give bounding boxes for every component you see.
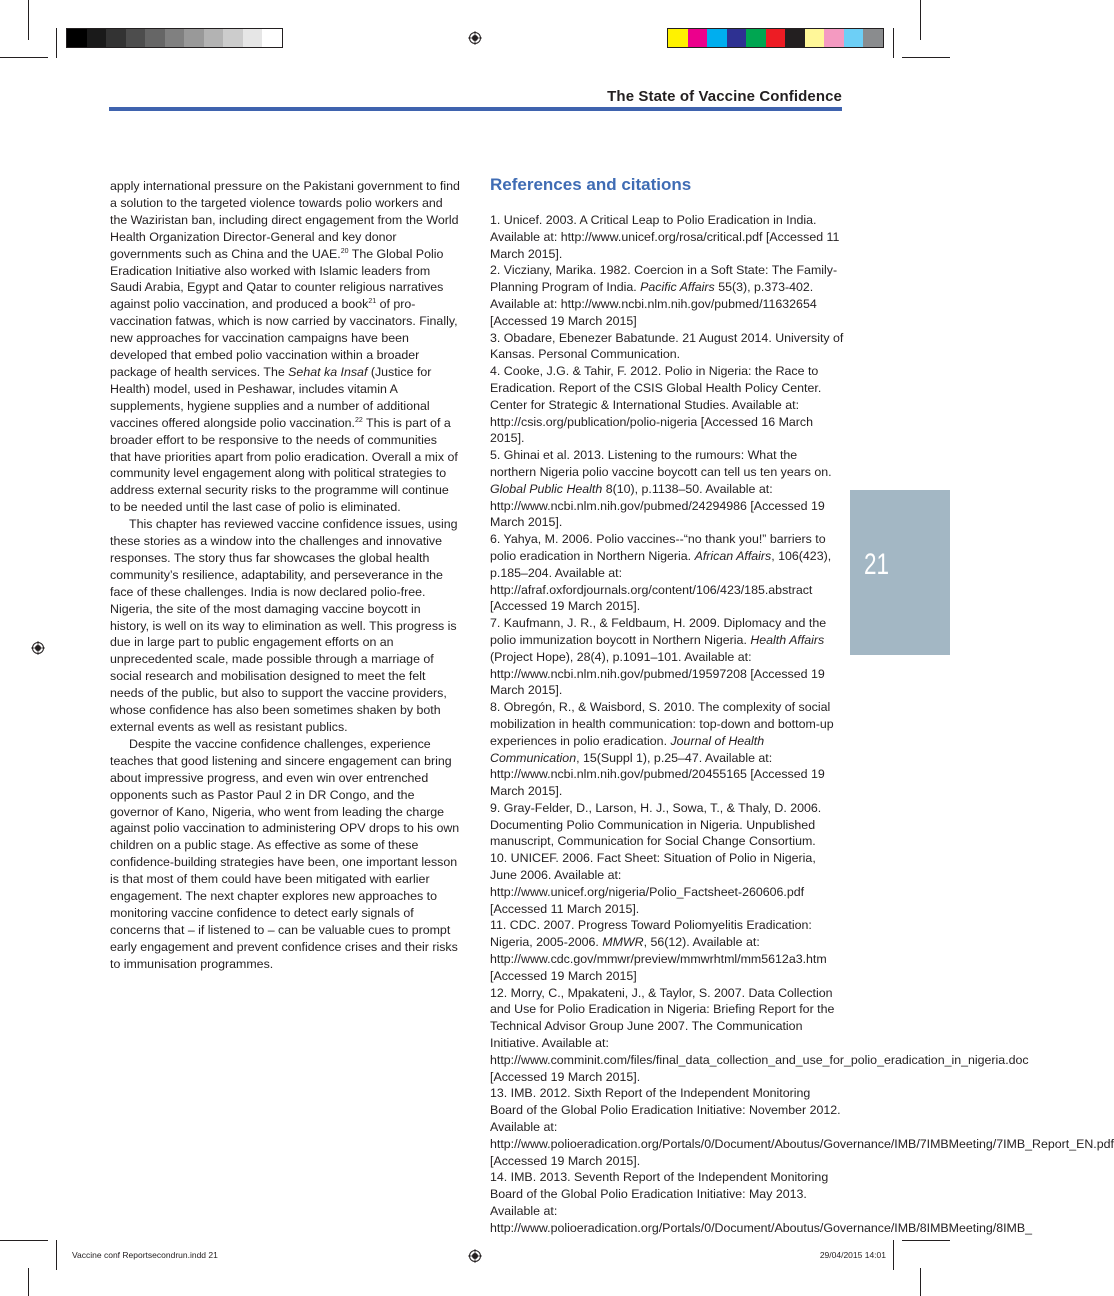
crop-mark [0, 1240, 48, 1241]
color-swatch [766, 29, 786, 47]
reference-item: 12. Morry, C., Mpakateni, J., & Taylor, S. 2007. Data Collection and Use for Polio Eradication in Nigeria: Briefing Report for the Technical Advisor Group June 2007. The Communication Initiative. Available at: http://www.comminit.com/files/final_data_collection_and_use_for_polio_eradication_in_nigeria.doc [Accessed 19 March 2015]. [490, 985, 1029, 1084]
color-swatch [87, 29, 107, 47]
crop-mark [28, 0, 29, 40]
reference-item: 7. Kaufmann, J. R., & Feldbaum, H. 2009. Diplomacy and the polio immunization boycott in Northern Nigeria. Health Affairs (Project Hope), 28(4), p.1091–101. Available at: http://www.ncbi.nlm.nih.gov/pubmed/19597208 [Accessed 19 March 2015]. [490, 616, 827, 698]
slug-filename: Vaccine conf Reportsecondrun.indd 21 [72, 1250, 218, 1260]
color-swatch [262, 29, 282, 47]
color-swatch [844, 29, 864, 47]
color-swatch [67, 29, 87, 47]
reference-item: 8. Obregón, R., & Waisbord, S. 2010. The complexity of social mobilization in health communication: top-down and bottom-up experiences in polio eradication. Journal of Health Communication, 15(Suppl 1), p.25–47. Available at: http://www.ncbi.nlm.nih.gov/pubmed/20455165 [Accessed 19 March 2015]. [490, 700, 834, 799]
running-head: The State of Vaccine Confidence [607, 88, 842, 105]
color-swatch [785, 29, 805, 47]
color-swatch [184, 29, 204, 47]
crop-mark [28, 1268, 29, 1296]
color-swatch [223, 29, 243, 47]
crop-mark [893, 1240, 894, 1270]
color-swatch [863, 29, 883, 47]
crop-mark [920, 1268, 921, 1296]
color-swatch [165, 29, 185, 47]
references-list [490, 212, 1114, 1237]
reference-item: 13. IMB. 2012. Sixth Report of the Independent Monitoring Board of the Global Polio Eradication Initiative: November 2012. Available at: http://www.polioeradication.org/Portals/0/Document/Aboutus/Governance/IMB/7IMBMeeting/7IMB_Report_EN.pdf [Accessed 19 March 2015]. [490, 1086, 1114, 1168]
color-swatch [805, 29, 825, 47]
color-swatch [688, 29, 708, 47]
body-text-column [110, 178, 460, 973]
color-swatch [824, 29, 844, 47]
reference-item: 2. Vicziany, Marika. 1982. Coercion in a Soft State: The Family-Planning Program of India. Pacific Affairs 55(3), p.373-402. Available at: http://www.ncbi.nlm.nih.gov/pubmed/11632654 [Accessed 19 March 2015] [490, 263, 838, 328]
slug-date: 29/04/2015 14:01 [819, 1250, 886, 1260]
color-swatch [145, 29, 165, 47]
crop-mark [56, 1240, 57, 1270]
crop-mark [893, 28, 894, 58]
reference-item: 6. Yahya, M. 2006. Polio vaccines--“no thank you!” barriers to polio eradication in Northern Nigeria. African Affairs, 106(423), p.185–204. Available at: http://afraf.oxfordjournals.org/content/106/423/185.abstract [Accessed 19 March 2015]. [490, 532, 832, 614]
reference-item: 5. Ghinai et al. 2013. Listening to the rumours: What the northern Nigeria polio vaccine boycott can tell us ten years on. Global Public Health 8(10), p.1138–50. Available at: http://www.ncbi.nlm.nih.gov/pubmed/24294986 [Accessed 19 March 2015]. [490, 448, 832, 530]
color-swatch [746, 29, 766, 47]
reference-item: 9. Gray-Felder, D., Larson, H. J., Sowa, T., & Thaly, D. 2006. Documenting Polio Communication in Nigeria. Unpublished manuscript, Communication for Social Change Consortium. [490, 800, 822, 849]
reference-item: 11. CDC. 2007. Progress Toward Poliomyelitis Eradication: Nigeria, 2005-2006. MMWR, 56(12). Available at: http://www.cdc.gov/mmwr/preview/mmwrhtml/mm5612a3.htm [Accessed 19 March 2015] [490, 918, 827, 983]
crop-mark [0, 57, 48, 58]
header-rule [109, 107, 842, 111]
reference-item: 3. Obadare, Ebenezer Babatunde. 21 August 2014. University of Kansas. Personal Communication. [490, 330, 844, 362]
reference-item: 10. UNICEF. 2006. Fact Sheet: Situation of Polio in Nigeria, June 2006. Available at: http://www.unicef.org/nigeria/Polio_Factsheet-260606.pdf [Accessed 11 March 2015]. [490, 851, 816, 916]
color-swatch [106, 29, 126, 47]
reference-item: 14. IMB. 2013. Seventh Report of the Independent Monitoring Board of the Global Polio Eradication Initiative: May 2013. Available at: http://www.polioeradication.org/Portals/0/Document/Aboutus/Governance/IMB/8IMBMeeting/8IMB_ [490, 1170, 1033, 1235]
body-paragraph: This chapter has reviewed vaccine confidence issues, using these stories as a window into the challenges and innovative responses. The story thus far showcases the global health community’s resilience, adaptability, and perseverance in the face of these challenges. India is now declared polio-free. Nigeria, the site of the most damaging vaccine boycott in history, is well on its way to elimination as well. This progress is due in large part to public engagement efforts on an unprecedented scale, made possible through a marriage of social research and mobilisation designed to meet the felt needs of the public, but also to support the vaccine providers, whose confidence has also been sometimes shaken by both external events as well as resistant publics. [110, 517, 458, 734]
crop-mark [56, 28, 57, 58]
registration-mark-icon [31, 641, 45, 655]
color-swatch [243, 29, 263, 47]
color-swatch [668, 29, 688, 47]
color-swatch [126, 29, 146, 47]
registration-mark-icon [468, 1249, 482, 1263]
registration-mark-icon [468, 31, 482, 45]
color-swatch [204, 29, 224, 47]
crop-mark [902, 57, 950, 58]
body-paragraph: apply international pressure on the Pakistani government to find a solution to the targeted violence towards polio workers and the Waziristan ban, including direct engagement from the World Health Organization Director-General and key donor governments such as China and the UAE.$^{20}$ The Global Polio Eradication Initiative also worked with Islamic leaders from Saudi Arabia, Egypt and Qatar to counter religious narratives against polio vaccination, and produced a book$^{21}$ of pro-vaccination fatwas, which is now carried by vaccinators. Finally, new approaches for vaccination campaigns have been developed that embed polio vaccination within a broader package of health services. The Sehat ka Insaf (Justice for Health) model, used in Peshawar, includes vitamin A supplements, hygiene supplies and a number of additional vaccines offered alongside polio vaccination.$^{22}$ This is part of a broader effort to be responsive to the needs of communities that have priorities apart from polio eradication. Overall a mix of community level engagement along with political strategies to address external security risks to the programme will continue to be needed until the last case of polio is eliminated. [110, 179, 460, 515]
process-color-bar [667, 28, 884, 48]
reference-item: 4. Cooke, J.G. & Tahir, F. 2012. Polio in Nigeria: the Race to Eradication. Report of the CSIS Global Health Policy Center. Center for Strategic & International Studies. Available at: http://csis.org/publication/polio-nigeria [Accessed 16 March 2015]. [490, 364, 822, 446]
color-swatch [727, 29, 747, 47]
references-heading: References and citations [490, 175, 692, 194]
crop-mark [902, 1240, 950, 1241]
grayscale-color-bar [66, 28, 283, 48]
reference-item: 1. Unicef. 2003. A Critical Leap to Polio Eradication in India. Available at: http://www.unicef.org/rosa/critical.pdf [Accessed 11 March 2015]. [490, 213, 840, 261]
page-number: 21 [864, 548, 890, 581]
body-paragraph: Despite the vaccine confidence challenges, experience teaches that good listening and sincere engagement can bring about impressive progress, and even win over entrenched opponents such as Pastor Paul 2 in DR Congo, and the governor of Kano, Nigeria, who went from leading the charge against polio vaccination to administering OPV drops to his own children on a public stage. As effective as some of these confidence-building strategies have been, one important lesson is that most of them could have been mitigated with earlier engagement. The next chapter explores new approaches to monitoring vaccine confidence to detect early signals of concerns that – if listened to – can be valuable cues to prompt early engagement and prevent confidence crises and their risks to immunisation programmes. [110, 736, 460, 971]
crop-mark [920, 0, 921, 40]
color-swatch [707, 29, 727, 47]
